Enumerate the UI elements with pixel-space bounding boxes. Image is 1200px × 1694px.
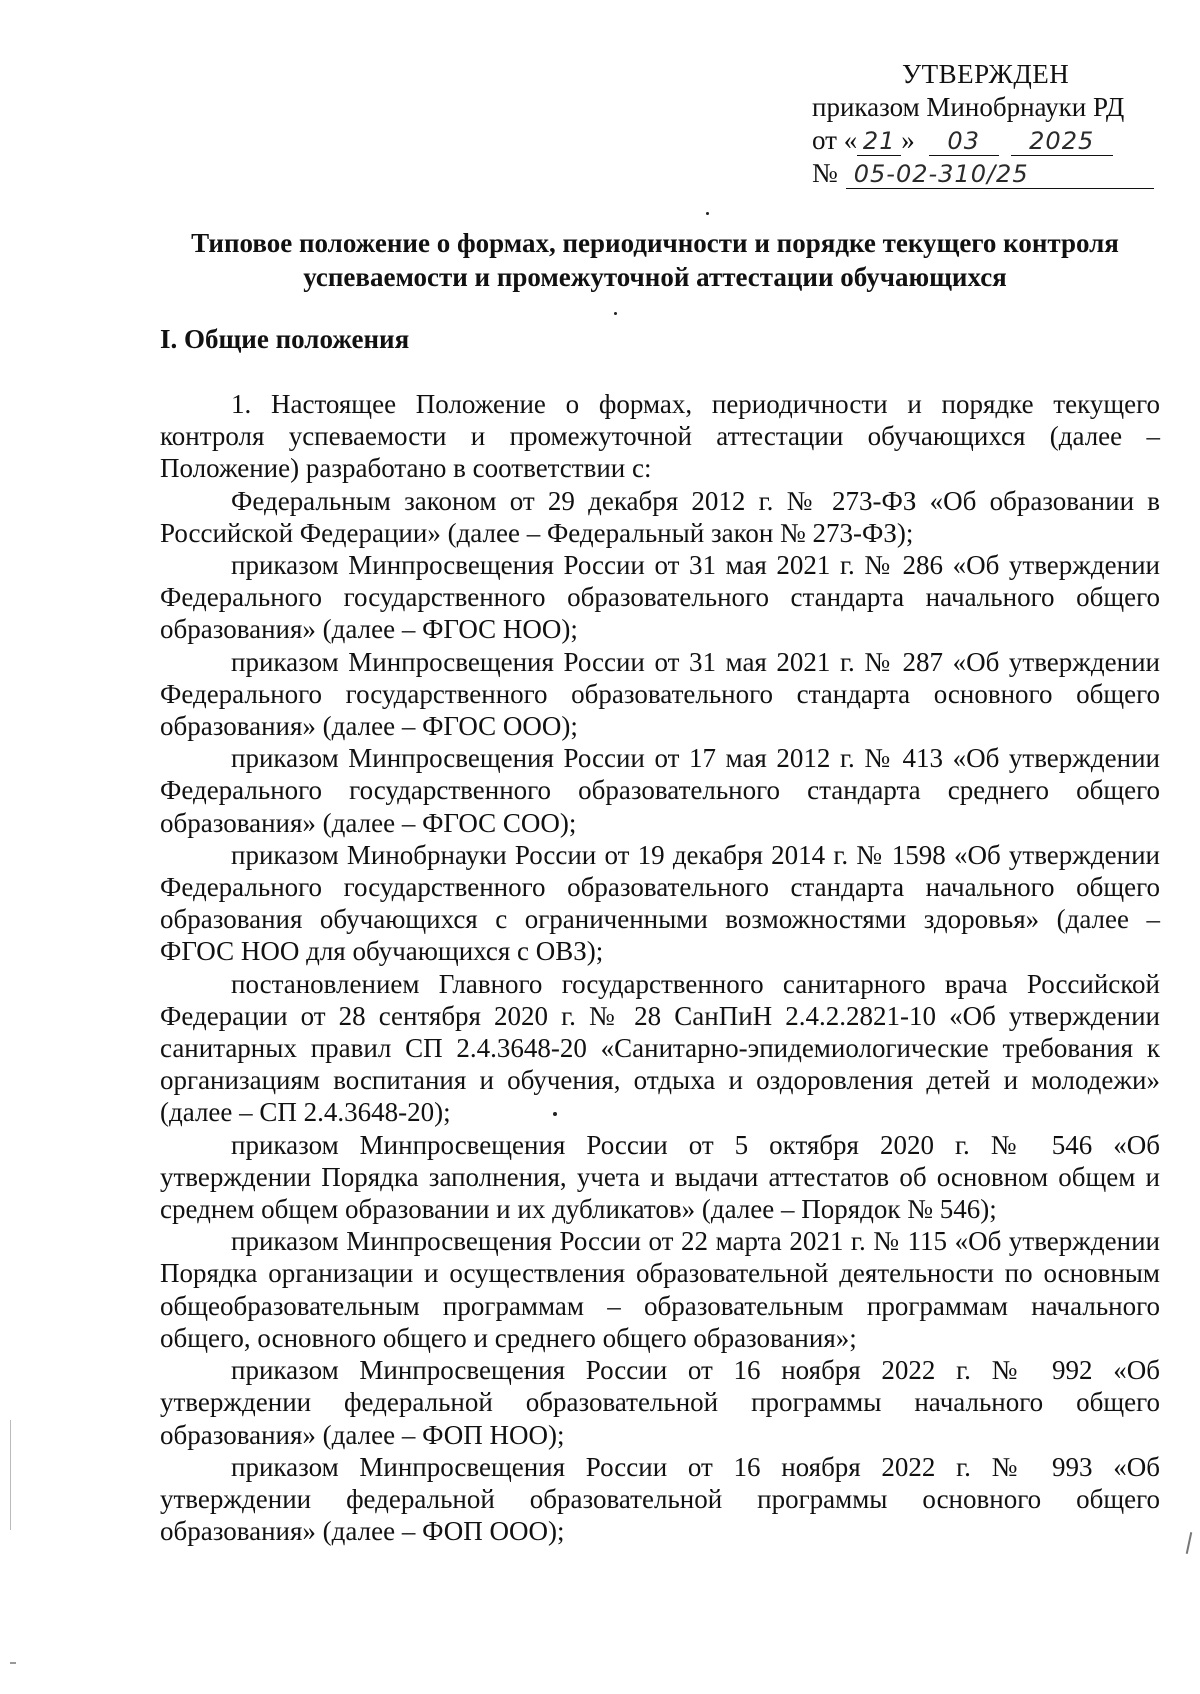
scan-speck [553, 1112, 557, 1116]
approval-date-mid: » [901, 125, 915, 155]
scan-speck [614, 312, 617, 315]
handwritten-month: 03 [929, 127, 999, 156]
approval-date-prefix: от « [812, 125, 858, 155]
paragraph: приказом Минпросвещения России от 31 мая 2021 г. № 287 «Об утверждении Федерального государственного образовательного стандарта основного общего образования» (далее – ФГОС ООО); [160, 646, 1160, 742]
paragraph: приказом Минпросвещения России от 22 марта 2021 г. № 115 «Об утверждении Порядка организации и осуществления образовательной деятельности по основным общеобразовательным программам – образовательным программам начального общего, основного общего и среднего общего образования»; [160, 1226, 1160, 1353]
approval-stamp [812, 58, 1162, 190]
paragraph: Федеральным законом от 29 декабря 2012 г. № 273-ФЗ «Об образовании в Российской Федерации» (далее – Федеральный закон № 273-ФЗ); [160, 485, 1160, 548]
paragraph: приказом Минпросвещения России от 5 октября 2020 г. № 546 «Об утверждении Порядка заполнения, учета и выдачи аттестатов об основном общем и среднем общем образовании и их дубликатов» (далее – Порядок № 546); [160, 1129, 1160, 1225]
scan-edge-mark [1186, 1532, 1193, 1554]
approval-number-prefix: № [812, 158, 838, 188]
paragraph: приказом Минпросвещения России от 17 мая 2012 г. № 413 «Об утверждении Федерального государственного образовательного стандарта среднего общего образования» (далее – ФГОС СОО); [160, 743, 1160, 838]
handwritten-number: 05-02-310/25 [846, 160, 1154, 189]
paragraph: 1. Настоящее Положение о формах, периодичности и порядке текущего контроля успеваемости и промежуточной аттестации обучающихся (далее – Положение) разработано в соответствии с: [160, 389, 1160, 484]
approval-order-line: приказом Минобрнауки РД [812, 92, 1125, 122]
scan-margin-line [10, 1420, 11, 1530]
approval-title: УТВЕРЖДЕН [902, 59, 1070, 89]
document-title: Типовое положение о формах, периодичности и порядке текущего контроля успеваемости и промежуточной аттестации обучающихся [191, 228, 1119, 292]
approval-number-line [812, 157, 1162, 190]
scan-speck [706, 212, 709, 215]
section-heading: I. Общие положения [160, 324, 410, 354]
handwritten-day: 21 [857, 127, 901, 156]
paragraph: постановлением Главного государственного санитарного врача Российской Федерации от 28 сентября 2020 г. № 28 СанПиН 2.4.2.2821-10 «Об утверждении санитарных правил СП 2.4.3648-20 «Санитарно-эпидемиологические требования к организациям воспитания и обучения, отдыха и оздоровления детей и молодежи» (далее – СП 2.4.3648-20); [160, 968, 1160, 1128]
document-body [160, 388, 1160, 1547]
paragraph: приказом Минпросвещения России от 16 ноября 2022 г. № 993 «Об утверждении федеральной образовательной программы основного общего образования» (далее – ФОП ООО); [160, 1451, 1160, 1547]
approval-date-line [812, 124, 1162, 157]
handwritten-year: 2025 [1011, 127, 1113, 156]
paragraph: приказом Минпросвещения России от 16 ноября 2022 г. № 992 «Об утверждении федеральной образовательной программы начального общего образования» (далее – ФОП НОО); [160, 1355, 1160, 1450]
paragraph: приказом Минпросвещения России от 31 мая 2021 г. № 286 «Об утверждении Федерального государственного образовательного стандарта начального общего образования» (далее – ФГОС НОО); [160, 550, 1160, 645]
paragraph: приказом Минобрнауки России от 19 декабря 2014 г. № 1598 «Об утверждении Федерального государственного образовательного стандарта начального общего образования обучающихся с ограниченными возможностями здоровья» (далее – ФГОС НОО для обучающихся с ОВЗ); [160, 839, 1160, 967]
scan-margin-dash [10, 1662, 16, 1664]
